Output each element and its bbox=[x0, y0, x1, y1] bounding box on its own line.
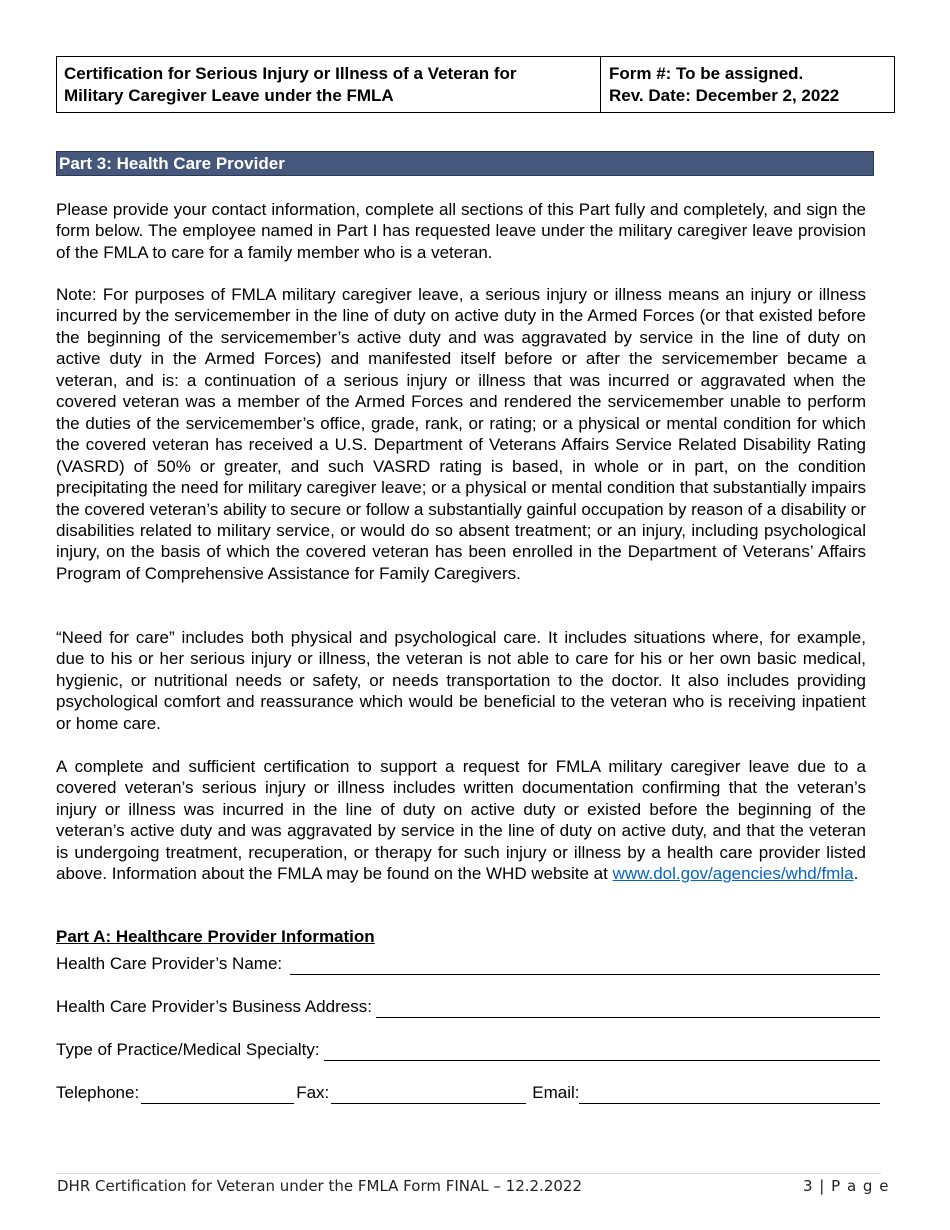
sentence-period: . bbox=[853, 864, 859, 884]
form-meta-cell bbox=[601, 57, 894, 112]
business-address-row bbox=[56, 996, 880, 1018]
certification-text: A complete and sufficient certification to support a request for FMLA military caregiver leave due to a covered veteran’s serious injury or illness includes written documentation confirming that the veteran’s injury or illness was incurred in the line of duty on active duty or existed before the beginning of the veteran’s active duty and was aggravated by service in the line of duty on active duty, and that the veteran is undergoing treatment, recuperation, or therapy for such injury or illness by a health care provider listed above. Information about the FMLA may be found on the WHD website at bbox=[56, 757, 866, 884]
instructions-paragraph: Please provide your contact information, complete all sections of this Part fully and completely, and sign the form below. The employee named in Part I has requested leave under the military caregiver leave provision of the FMLA to care for a family member who is a veteran. bbox=[56, 200, 866, 262]
sufficient-certification-paragraph bbox=[56, 756, 866, 885]
form-number: Form #: To be assigned. bbox=[609, 64, 804, 83]
telephone-label: Telephone: bbox=[56, 1083, 140, 1102]
need-for-care-paragraph: “Need for care” includes both physical and psychological care. It includes situations where, for example, due to his or her serious injury or illness, the veteran is not able to care for his or her own basic medical, hygienic, or nutritional needs or safety, or needs transportation to the doctor. It also includes providing psychological comfort and reassurance which would be beneficial to the veteran who is receiving inpatient or home care. bbox=[56, 628, 866, 733]
form-title-cell bbox=[57, 57, 601, 112]
contact-row bbox=[56, 1082, 880, 1104]
specialty-row bbox=[56, 1039, 880, 1061]
provider-name-label: Health Care Provider’s Name: bbox=[56, 954, 283, 973]
provider-name-field[interactable] bbox=[290, 957, 880, 975]
part-a-heading: Part A: Healthcare Provider Information bbox=[56, 927, 375, 946]
form-header-table bbox=[56, 56, 895, 113]
business-address-label: Health Care Provider’s Business Address: bbox=[56, 997, 372, 1016]
footer-divider bbox=[56, 1173, 881, 1174]
part3-heading: Part 3: Health Care Provider bbox=[56, 151, 874, 176]
revision-date: Rev. Date: December 2, 2022 bbox=[609, 86, 840, 105]
specialty-field[interactable] bbox=[324, 1043, 880, 1061]
email-label: Email: bbox=[532, 1083, 580, 1102]
page-number: 3 | P a g e bbox=[803, 1177, 890, 1195]
footer-document-id: DHR Certification for Veteran under the FMLA Form FINAL – 12.2.2022 bbox=[57, 1177, 582, 1195]
form-title-line2: Military Caregiver Leave under the FMLA bbox=[64, 86, 394, 105]
fax-label: Fax: bbox=[296, 1083, 330, 1102]
form-title-line1: Certification for Serious Injury or Illness of a Veteran for bbox=[64, 64, 517, 83]
provider-name-row bbox=[56, 953, 880, 975]
specialty-label: Type of Practice/Medical Specialty: bbox=[56, 1040, 320, 1059]
fax-field[interactable] bbox=[331, 1086, 526, 1104]
business-address-field[interactable] bbox=[376, 1000, 880, 1018]
serious-injury-note-paragraph: Note: For purposes of FMLA military caregiver leave, a serious injury or illness means an injury or illness incurred by the servicemember in the line of duty on active duty in the Armed Forces (or that existed before the beginning of the servicemember’s active duty and was aggravated by service in the line of duty on active duty in the Armed Forces) and manifested itself before or after the servicemember became a veteran, and is: a continuation of a serious injury or illness that was incurred or aggravated when the covered veteran was a member of the Armed Forces and rendered the servicemember unable to perform the duties of the servicemember’s office, grade, rank, or rating; or a physical or mental condition for which the covered veteran has received a U.S. Department of Veterans Affairs Service Related Disability Rating (VASRD) of 50% or greater, and such VASRD rating is based, in whole or in part, on the condition precipitating the need for military caregiver leave; or a physical or mental condition that substantially impairs the covered veteran’s ability to secure or follow a substantially gainful occupation by reason of a disability or disabilities related to military service, or would do so absent treatment; or an injury, including psychological injury, on the basis of which the covered veteran has been enrolled in the Department of Veterans’ Affairs Program of Comprehensive Assistance for Family Caregivers. bbox=[56, 285, 866, 583]
dol-fmla-link[interactable]: www.dol.gov/agencies/whd/fmla bbox=[612, 864, 854, 884]
email-field[interactable] bbox=[579, 1086, 880, 1104]
telephone-field[interactable] bbox=[141, 1086, 294, 1104]
